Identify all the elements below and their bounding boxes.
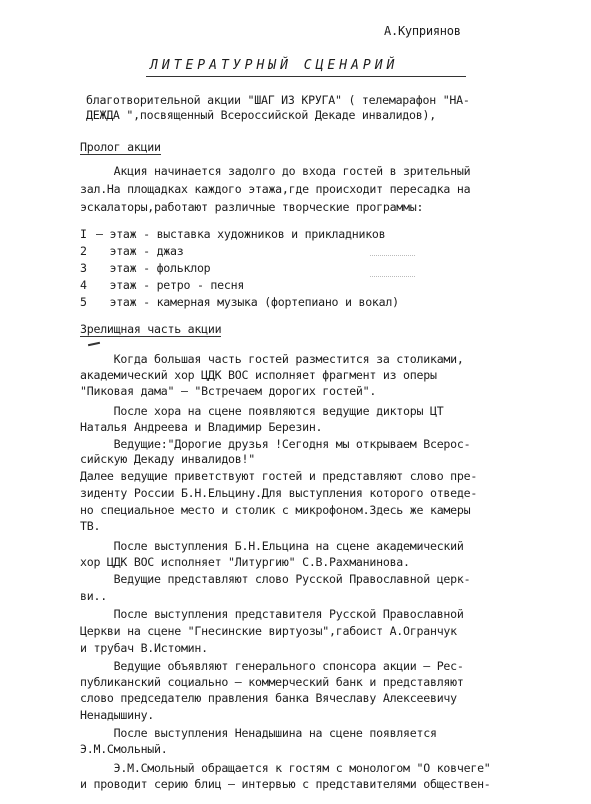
floor-text: – этаж - выставка художников и прикладников	[96, 227, 386, 241]
main-line: Наталья Андреева и Владимир Березин.	[80, 420, 323, 434]
title-underline	[146, 76, 466, 77]
main-line: и проводит серию блиц – интервью с представителями обществен-	[80, 777, 491, 791]
prologue-line: Акция начинается задолго до входа гостей в зрительный	[80, 164, 471, 178]
main-line: ТВ.	[80, 519, 101, 533]
main-line: "Пиковая дама" – "Встречаем дорогих гостей".	[80, 384, 377, 398]
prologue-heading	[80, 140, 161, 154]
main-line: Ведущие:"Дорогие друзья !Сегодня мы открываем Всерос-	[80, 437, 471, 451]
main-line: После хора на сцене появляются ведущие дикторы ЦТ	[80, 404, 444, 418]
main-heading	[80, 322, 221, 336]
prologue-heading-text: Пролог акции	[80, 140, 161, 154]
floor-text: этаж - ретро - песня	[96, 278, 245, 292]
main-line: После выступления представителя Русской Православной	[80, 607, 464, 621]
floor-num: 4	[80, 278, 87, 292]
main-line: Ненадышину.	[80, 708, 155, 722]
main-line: Э.М.Смольный обращается к гостям с монологом "О ковчеге"	[80, 761, 491, 775]
main-line: и трубач В.Истомин.	[80, 641, 208, 655]
main-line: сийскую Декаду инвалидов!"	[80, 452, 255, 466]
floor-num: I	[80, 227, 87, 241]
main-line: хор ЦДК ВОС исполняет "Литургию" С.В.Рахманинова.	[80, 555, 410, 569]
main-line: слово председателю правления банка Вячеславу Алексеевичу	[80, 691, 457, 705]
subtitle-line: благотворительной акции "ШАГ ИЗ КРУГА" ( телемарафон "НА-	[86, 93, 470, 107]
main-line: зиденту России Б.Н.Ельцину.Для выступления которого отведе-	[80, 486, 478, 500]
main-line: академический хор ЦДК ВОС исполняет фрагмент из оперы	[80, 368, 437, 382]
handwritten-dash	[88, 342, 100, 346]
main-line: После выступления Б.Н.Ельцина на сцене академический	[80, 539, 464, 553]
main-line: Ведущие представляют слово Русской Православной церк-	[80, 572, 471, 586]
main-line: Церкви на сцене "Гнесинские виртуозы",габоист А.Огранчук	[80, 624, 457, 638]
floor-text: этаж - фольклор	[96, 261, 211, 275]
subtitle-line: ДЕЖДА ",посвященный Всероссийской Декаде инвалидов),	[86, 108, 436, 122]
floor-text: этаж - камерная музыка (фортепиано и вокал)	[96, 295, 399, 309]
main-line: После выступления Ненадышина на сцене появляется	[80, 726, 437, 740]
main-line: публиканский социально – коммерческий банк и представляют	[80, 675, 464, 689]
prologue-line: эскалаторы,работают различные творческие программы:	[80, 200, 424, 214]
document-title: ЛИТЕРАТУРНЫЙ СЦЕНАРИЙ	[150, 58, 399, 73]
floor-num: 5	[80, 295, 87, 309]
prologue-line: зал.На площадках каждого этажа,где происходит пересадка на	[80, 182, 471, 196]
main-line: Э.М.Смольный.	[80, 742, 168, 756]
floor-num: 2	[80, 244, 87, 258]
main-line: Далее ведущие приветствуют гостей и представляют слово пре-	[80, 469, 478, 483]
main-line: Когда большая часть гостей разместится за столиками,	[80, 352, 464, 366]
author-name: А.Куприянов	[384, 24, 461, 38]
main-heading-text: Зрелищная часть акции	[80, 322, 222, 336]
faint-mark	[370, 255, 415, 277]
main-line: Ведущие объявляют генерального спонсора акции – Рес-	[80, 659, 464, 673]
main-line: но специальное место и столик с микрофоном.Здесь же камеры	[80, 503, 471, 517]
main-line: ви..	[80, 589, 107, 603]
floor-text: этаж - джаз	[96, 244, 184, 258]
floor-num: 3	[80, 261, 87, 275]
